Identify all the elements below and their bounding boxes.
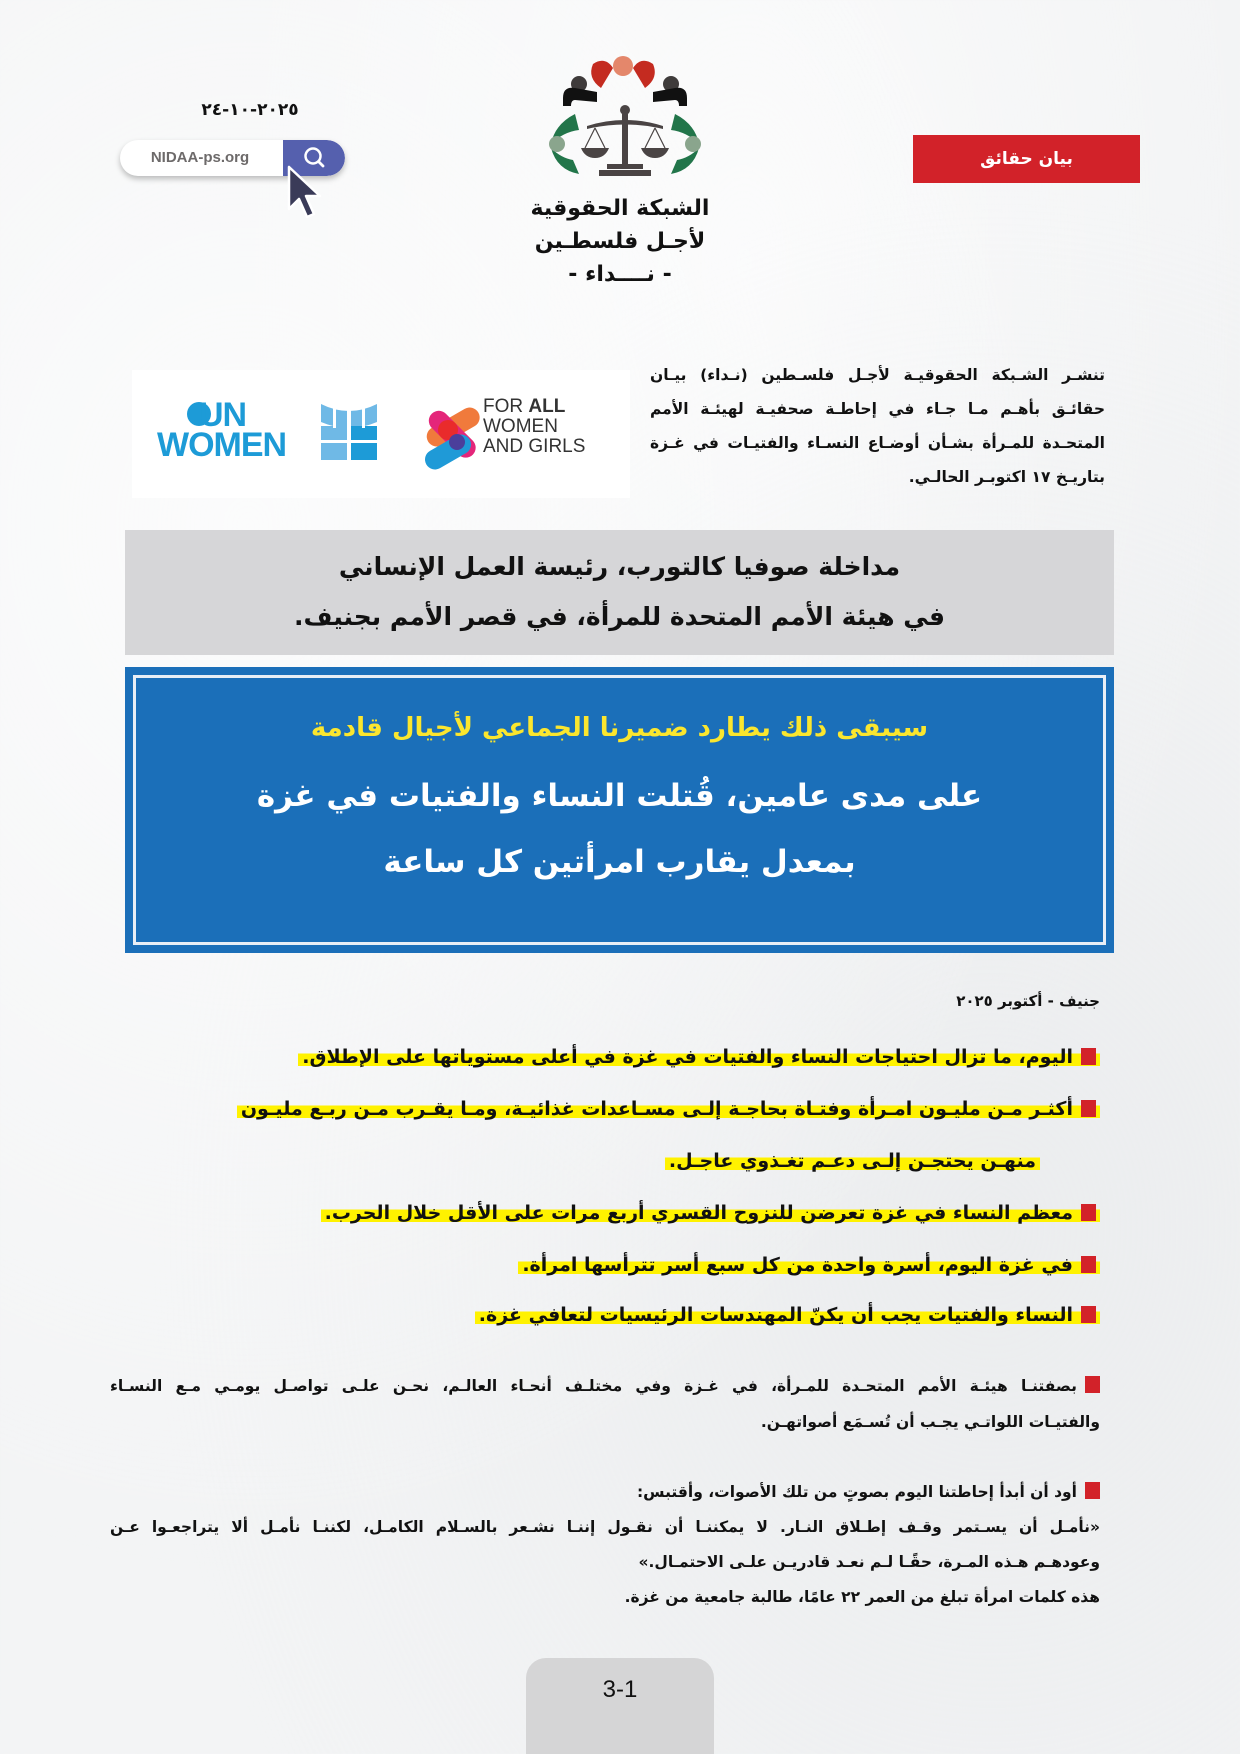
red-square-bullet-icon (1085, 1376, 1100, 1393)
fact-bullet (110, 1196, 1100, 1248)
un-women-logo (157, 396, 407, 470)
for-all-logo-text: ALL (528, 396, 566, 417)
body-text: هذه كلمات امرأة تبلغ من العمر ٢٢ عامًا، طالبة جامعية من غزة. (624, 1588, 1100, 1606)
quote-statement-line: على مدى عامين، قُتلت النساء والفتيات في غزة (256, 778, 983, 814)
speaker-heading-line: مداخلة صوفيا كالتورب، رئيسة العمل الإنساني (338, 552, 901, 581)
red-square-bullet-icon (1081, 1100, 1096, 1117)
body-text: والفتيـات اللواتـي يجـب أن تُسـمَع أصواتهـن. (760, 1413, 1100, 1431)
quoted-text: وعودهـم هـذه المـرة، حقًـا لـم نعـد قادريـن علـى الاحتمـال.» (638, 1553, 1100, 1571)
fact-bullet-text: اليوم، ما تزال احتياجات النساء والفتيات في غزة في أعلى مستوياتها على الإطلاق. (302, 1046, 1073, 1068)
fact-bullet-text: أكثـر مـن مليـون امـرأة وفتـاة بحاجـة إلـى مسـاعدات غذائيـة، ومـا يقـرب مـن ربـع مليـون (240, 1098, 1073, 1120)
partner-logos (132, 370, 630, 498)
document-date: ٢٠٢٥-١٠-٢٤ (201, 100, 299, 120)
un-women-logo-text: WOMEN (157, 426, 287, 464)
org-title-line: لأجـل فلسطـين (534, 229, 706, 254)
organization-name (470, 192, 770, 291)
un-women-symbol-icon (317, 400, 381, 464)
fact-bullet-text: منهـن يحتجـن إلـى دعـم تغـذوي عاجـل. (668, 1150, 1036, 1172)
body-paragraph (110, 1475, 1100, 1615)
red-square-bullet-icon (1081, 1204, 1096, 1221)
fact-bullet (110, 1248, 1100, 1298)
fact-bullet-text: في غزة اليوم، أسرة واحدة من كل سبع أسر تترأسها امرأة. (522, 1254, 1073, 1276)
fact-bullet (110, 1298, 1100, 1350)
fact-bullet-text: النساء والفتيات يجب أن يكنّ المهندسات الرئيسيات لتعافي غزة. (478, 1304, 1073, 1326)
intro-paragraph: تنشـر الشـبكة الحقوقيـة لأجـل فلسـطين (نـداء) بيـان حقائـق بأهـم مـا جـاء في إحاطـة صحفيـة لهيئـة الأمم المتحـدة للمـرأة بشـأن أوضـاع النسـاء والفتيـات في غـزة بتاريـخ ١٧ اكتوبـر الحالـي. (650, 366, 1105, 486)
quote-statement-line: بمعدل يقارب امرأتين كل ساعة (383, 844, 856, 880)
red-square-bullet-icon (1081, 1306, 1096, 1323)
quote-headline: سيبقى ذلك يطارد ضميرنا الجماعي لأجيال قادمة (310, 713, 929, 743)
for-all-logo-text: AND GIRLS (483, 436, 586, 457)
mouse-cursor-icon (285, 165, 325, 225)
website-url: NIDAA-ps.org (150, 149, 250, 166)
body-text: أود أن أبدأ إحاطتنا اليوم بصوتٍ من تلك الأصوات، وأقتبس: (636, 1483, 1077, 1501)
place-date: جنيف - أكتوبر ٢٠٢٥ (956, 992, 1100, 1010)
red-square-bullet-icon (1081, 1048, 1096, 1065)
fact-bullet-text: معظم النساء في غزة تعرضن للنزوح القسري أربع مرات على الأقل خلال الحرب. (324, 1202, 1073, 1224)
for-all-women-logo (415, 392, 615, 472)
fact-bullet-continuation (110, 1144, 1100, 1196)
body-paragraph (110, 1368, 1100, 1440)
quote-callout (125, 667, 1114, 953)
nidaa-logo-icon (535, 48, 715, 188)
fact-bullet (110, 1040, 1100, 1092)
fact-bullet (110, 1092, 1100, 1144)
org-title-line: الشبكة الحقوقية (530, 196, 710, 221)
red-square-bullet-icon (1085, 1482, 1100, 1499)
body-text: بصفتنـا هيئـة الأمم المتحـدة للمـرأة، في غـزة وفي مختلـف أنحـاء العالـم، نحـن علـى تواصـل يومـي مـع النسـاء (110, 1377, 1077, 1395)
red-square-bullet-icon (1081, 1256, 1096, 1273)
cross-symbol-icon (415, 392, 481, 472)
speaker-heading (125, 530, 1114, 655)
speaker-heading-line: في هيئة الأمم المتحدة للمرأة، في قصر الأمم بجنيف. (294, 602, 945, 631)
page-number: 3-1 (526, 1658, 714, 1754)
for-all-logo-text: FOR (483, 396, 529, 417)
quote-callout-frame (133, 675, 1106, 945)
fact-bullets (110, 1040, 1100, 1350)
document-type-badge: بيان حقائق (913, 135, 1140, 183)
for-all-logo-text: WOMEN (483, 416, 558, 437)
org-title-line: - نــــداء - (568, 262, 672, 287)
un-women-logo-text: UN (199, 396, 247, 434)
quoted-text: «نأمـل أن يسـتمر وقـف إطـلاق النـار. لا يمكننـا أن نقـول إننـا نشـعر بالسـلام الكامـل، لكننـا نأمـل ألا يتراجعـوا عـن (110, 1518, 1100, 1536)
